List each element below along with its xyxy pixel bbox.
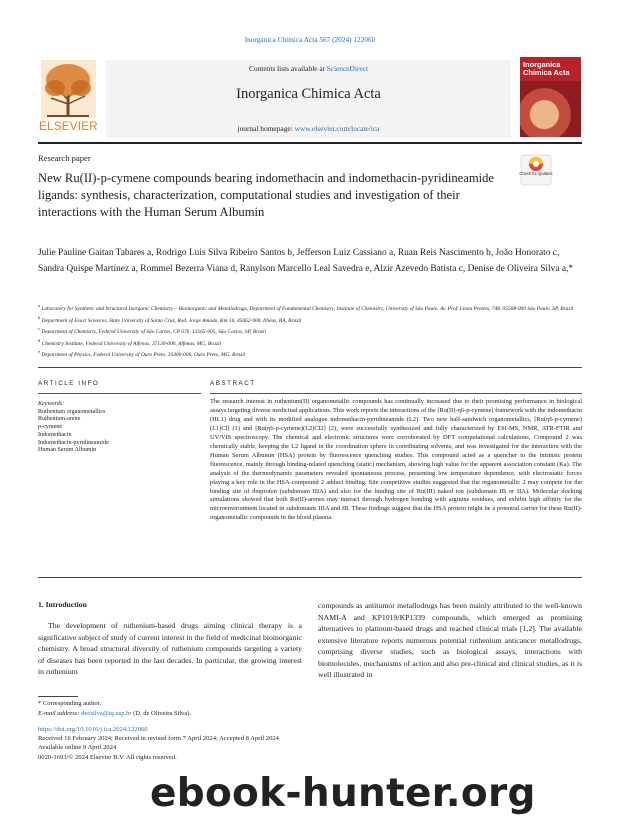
contents-line bbox=[106, 64, 511, 73]
affiliation-text: Laboratory for Synthetic and Structural Inorganic Chemistry – Bioinorganic and Metallodrugs, Department of Fundamental Chemistry, Institute of Chemistry, University of São Paulo, Av. Prof. Lineu Prestes, 748, 05508-000 São Paulo, SP, Brazil bbox=[40, 305, 574, 312]
author-list: Julie Pauline Gaitan Tabares a, Rodrigo Luis Silva Ribeiro Santos b, Jefferson Luiz Cassiano a, Ruan Reis Nascimento b, João Honorato c, Sandra Quispe Martínez a, Rommel Bezerra Viana d, Ranylson Marcello Leal Savedra e, Alzir Azevedo Batista c, Denise de Oliveira Silva a,* bbox=[38, 248, 574, 274]
publication-info bbox=[38, 725, 378, 762]
affiliation-text: Chemistry Institute, Federal University of Alfenas, 37130-000, Alfenas, MG, Brazil bbox=[40, 340, 222, 347]
affiliation-item bbox=[38, 337, 578, 349]
crossmark-label: Check for updates bbox=[519, 171, 553, 176]
affiliation-marker: d bbox=[38, 337, 41, 343]
cover-artwork bbox=[520, 81, 581, 137]
affiliation-item bbox=[38, 314, 578, 326]
keywords-heading: Keywords: bbox=[38, 401, 65, 407]
doi-link[interactable]: https://doi.org/10.1016/j.ica.2024.122060 bbox=[38, 726, 148, 733]
affiliations bbox=[38, 302, 578, 360]
affiliation-item bbox=[38, 348, 578, 360]
article-title: New Ru(II)-p-cymene compounds bearing indomethacin and indomethacin-pyridineamide ligands: synthesis, characterization, computational studies and investigation of their interactions with the Human Serum Albumin bbox=[38, 171, 495, 219]
keyword-item: Ruthenium organometallics bbox=[38, 408, 106, 415]
abstract-text: The research interest in ruthenium(II) organometallic compounds has continually increased due to their promising performance in biological assays targeting diverse medicinal applications. This work reports the interactions of the [Ru(II)-η6-p-cymene] framework with the indomethacin (HL1) drug and with its modified analogue indomethacin-pyridineamide (L2). Two new half-sandwich organometallics, [Ru(η6-p-cymene)(L1)Cl] (1) and [Ru(η6-p-cymene)(L2)Cl2] (2), were successfully synthesized and fully characterized by ESI-MS, NMR, ATR-FTIR and UV/VIS spectroscopy. The chemical and electronic structures were corroborated by DFT computational calculations. Compound 2 was chemically stable, keeping the L2 ligand in the coordination sphere in coordinating solvents, and was investigated for the interaction with the Human Serum Albumin (HSA) protein by fluorescence quenching studies. This compound acted as a quencher to the intrinsic protein fluorescence, mainly through binding-related quenching (static) mechanism, showing high value for the apparent association constant (Ka). The analysis of the thermodynamic parameters revealed spontaneous process, presenting low temperature dependence, with electrostatic forces playing a key role in the HSA-compound 2 adduct binding. Site competitive studies suggested that the organometallic 2 may compete for the binding site of ibuprofen (subdomain IIIA) and also for the binding site of Ru(III) naked ion (subdomain IB or IIA). Molecular docking simulations showed that both Ru(II)-arenes may interact through hydrogen bonding with arginine residues, and exhibit high affinity for the microenvironment located in subdomains IIIA and IB. These findings suggest that the HSA protein might be a potential carrier for these Ru(II)-organometallic compounds in the blood plasma. bbox=[210, 398, 582, 522]
crossmark-icon[interactable] bbox=[520, 154, 552, 186]
email-line bbox=[38, 709, 298, 719]
homepage-link[interactable]: www.elsevier.com/locate/ica bbox=[294, 124, 380, 133]
sciencedirect-link[interactable]: ScienceDirect bbox=[326, 64, 369, 73]
abstract-heading: ABSTRACT bbox=[210, 380, 256, 387]
footnote-divider bbox=[38, 696, 78, 697]
homepage-prefix: journal homepage: bbox=[237, 124, 295, 133]
journal-cover-thumbnail[interactable] bbox=[520, 57, 581, 137]
keyword-item: Indomethacin bbox=[38, 431, 72, 438]
email-label: E-mail address: bbox=[38, 709, 82, 717]
affiliation-marker: a bbox=[38, 303, 40, 308]
intro-paragraph-left: The development of ruthenium-based drugs aiming clinical therapy is a significative subject of study of current interest in the field of medicinal bioinorganic chemistry. A broad structural diversity of ruthenium compounds targeting a variety of diseases has been reported in the last decades. In particular, the growing interest in ruthenium bbox=[38, 621, 302, 677]
introduction-heading: 1. Introduction bbox=[38, 600, 87, 609]
affiliations-divider bbox=[38, 367, 582, 368]
affiliation-text: Department of Exact Sciences, State University of Santa Cruz, Rod. Jorge Amado, Km 16, 45662-900, Ilhéus, BA, Brazil bbox=[40, 317, 302, 324]
email-suffix: (D. de Oliveira Silva). bbox=[131, 709, 192, 717]
affiliation-item bbox=[38, 302, 578, 314]
affiliation-text: Department of Chemistry, Federal University of São Carlos, CP 676, 13565-905, São Carlos, SP, Brazil bbox=[40, 328, 267, 335]
elsevier-wordmark: ELSEVIER bbox=[39, 121, 98, 133]
email-link[interactable]: deosilva@iq.usp.br bbox=[81, 709, 132, 717]
abstract-divider bbox=[210, 393, 582, 394]
intro-paragraph-right: compounds as antitumor metallodrugs has been mainly attributed to the well-known NAMI-A and KP1019/KP1339 compounds, which emerged as promising alternatives to platinum-based drugs and reached clinical trials [1,2]. The available extensive literature reports numerous potential ruthenium anticancer metallodrugs, comprising diverse studies, such as biological assays, interactions with biomolecules, mechanisms of action and also pre-clinical and clinical studies, as it is well illustrated in bbox=[318, 601, 582, 680]
header-divider bbox=[38, 142, 582, 144]
journal-reference-link[interactable]: Inorganica Chimica Acta 567 (2024) 122060 bbox=[244, 35, 376, 44]
affiliation-marker: c bbox=[38, 326, 40, 331]
article-type: Research paper bbox=[38, 153, 91, 163]
contents-prefix: Contents lists available at bbox=[248, 64, 327, 73]
keyword-item: p-cymene bbox=[38, 424, 63, 431]
keyword-item: Human Serum Albumin bbox=[38, 447, 97, 454]
footnote bbox=[38, 699, 298, 719]
journal-name: Inorganica Chimica Acta bbox=[236, 86, 381, 102]
article-info-divider bbox=[38, 393, 201, 394]
copyright: 0020-1693/© 2024 Elsevier B.V. All rights reserved. bbox=[38, 753, 177, 761]
article-info-heading: ARTICLE INFO bbox=[38, 380, 100, 387]
available-online: Available online 9 April 2024 bbox=[38, 744, 117, 752]
affiliation-item bbox=[38, 325, 578, 337]
cover-title: Inorganica Chimica Acta bbox=[523, 60, 570, 77]
watermark: ebook-hunter.org bbox=[150, 771, 536, 816]
keywords-block bbox=[38, 401, 203, 455]
corresponding-author-note: * Corresponding author. bbox=[38, 700, 102, 707]
affiliation-text: Department of Physics, Federal University of Ouro Preto, 35400-000, Ouro Preto, MG, Brazil bbox=[40, 351, 246, 358]
homepage-line bbox=[106, 124, 511, 133]
affiliation-marker: e bbox=[38, 349, 40, 354]
keyword-item: Indomethacin-pyridineamide bbox=[38, 439, 109, 446]
keyword-item: Ruthenium-arene bbox=[38, 416, 81, 423]
abstract-bottom-divider bbox=[38, 577, 582, 578]
received-dates: Received 16 February 2024; Received in revised form 7 April 2024; Accepted 8 April 2024 bbox=[38, 735, 279, 743]
affiliation-marker: b bbox=[38, 314, 41, 320]
